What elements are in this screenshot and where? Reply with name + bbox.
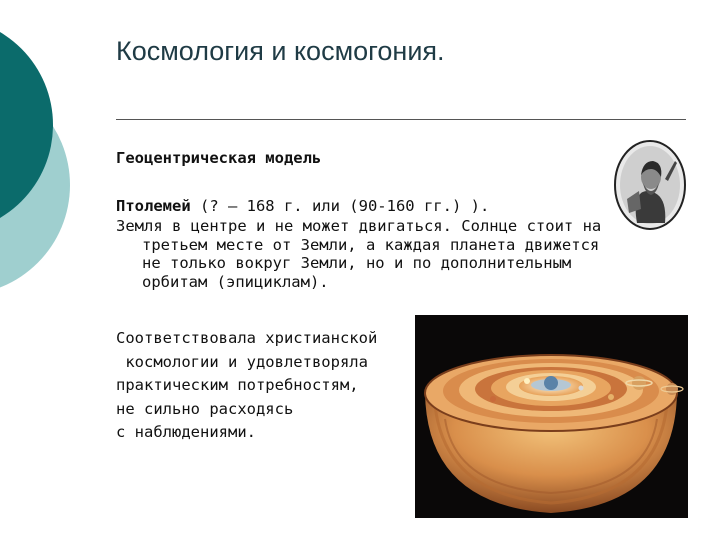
conclusion-line: Соответствовала христианской: [116, 329, 378, 347]
conclusion-line: не сильно расходясь: [116, 399, 294, 418]
ptolemy-name: Птолемей: [116, 197, 191, 215]
title-divider: [116, 119, 686, 120]
section-subtitle: Геоцентрическая модель: [116, 149, 322, 167]
conclusion-line: практическим потребностям,: [116, 376, 359, 394]
conclusion-line: с наблюдениями.: [116, 423, 256, 441]
model-line: орбитам (эпициклам).: [142, 272, 329, 291]
model-line: Земля в центре и не может двигаться. Солнце стоит на: [116, 217, 602, 235]
decorative-circles: [0, 0, 90, 300]
ptolemy-portrait-image: [613, 139, 687, 231]
model-line: не только вокруг Земли, но и по дополнительным: [142, 254, 572, 272]
ptolemy-line: [116, 197, 489, 216]
model-line: третьем месте от Земли, а каждая планета движется: [142, 235, 600, 254]
ptolemy-dates: (? — 168 г. или (90-160 гг.) ).: [190, 197, 490, 215]
conclusion-text: [116, 327, 377, 445]
slide-title: Космология и космогония.: [116, 36, 445, 66]
geocentric-model-image: [415, 315, 688, 518]
model-description: [116, 217, 601, 291]
conclusion-line: космологии и удовлетворяла: [116, 352, 368, 371]
